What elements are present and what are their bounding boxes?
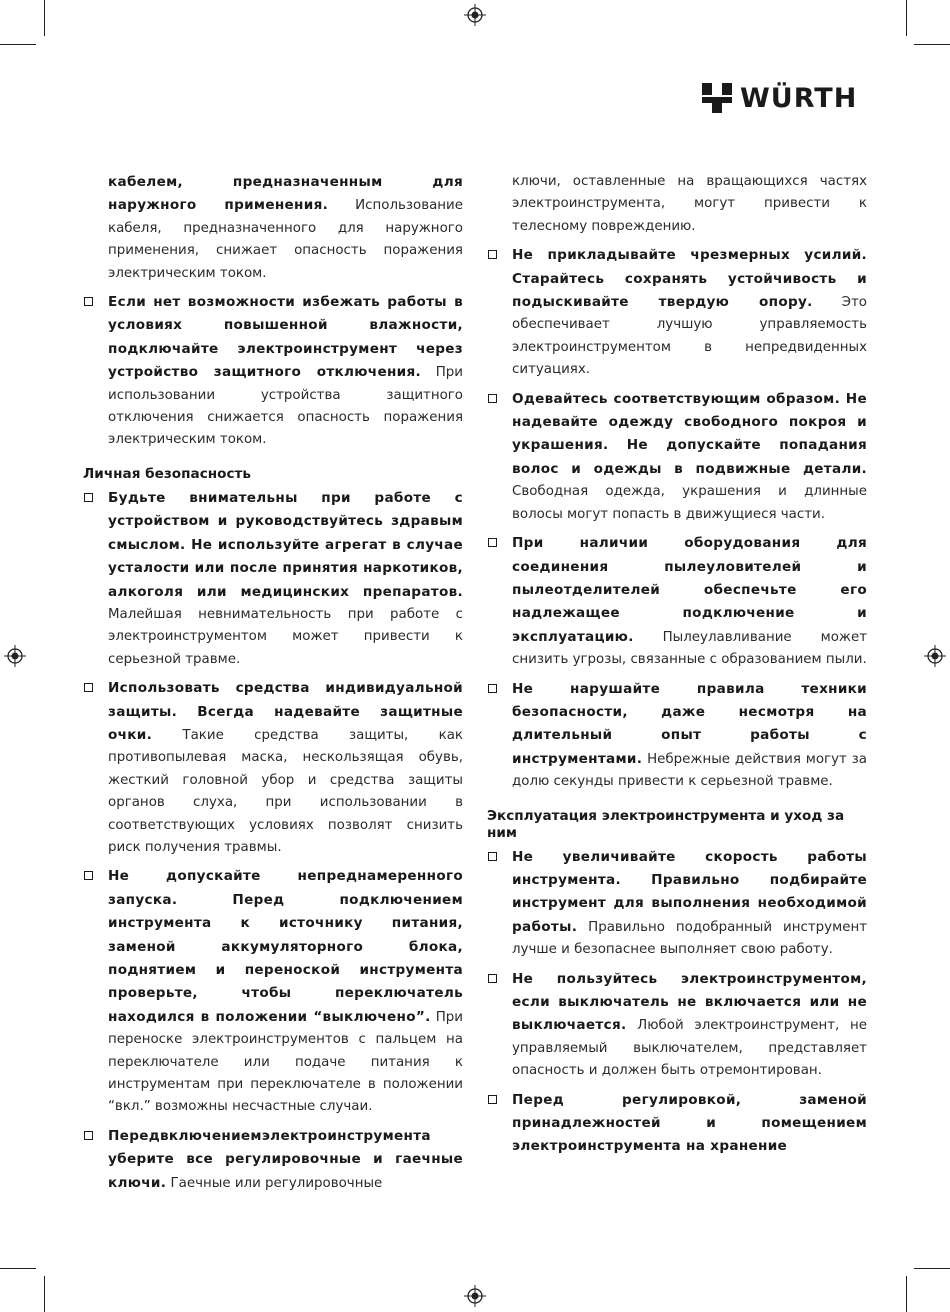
- list-item: ключи, оставленные на вращающихся частях электроинструмента, могут привести к телесному повреждению.: [512, 174, 867, 234]
- registration-mark-icon: [464, 4, 486, 26]
- crop-mark-bottom-left-v: [44, 1276, 45, 1312]
- crop-mark-top-left-v: [44, 0, 45, 36]
- checkbox-bullet-icon: [488, 250, 497, 259]
- wurth-logo: [700, 80, 857, 116]
- right-column: [487, 171, 867, 1165]
- checkbox-bullet-icon: [84, 683, 93, 692]
- list-item: Использовать средства индивидуальной защиты. Всегда надевайте защитные очки. Такие средства защиты, как противопылевая маска, нескользящая обувь, жесткий головной убор и средства защиты органов слуха, при использовании в соответствующих условиях позволят снизить риск получения травмы.: [83, 677, 463, 859]
- checkbox-bullet-icon: [84, 1131, 93, 1140]
- registration-mark-icon: [924, 645, 946, 667]
- list-item: Не пользуйтесь электроинструментом, если выключатель не включается или не выключается. Любой электроинструмент, не управляемый выключателем, представляет опасность и должен быть отремонтирован.: [487, 968, 867, 1083]
- list-item: При наличии оборудования для соединения пылеуловителей и пылеотделителей обеспечьте его надлежащее подключение и эксплуатацию. Пылеулавливание может снизить угрозы, связанные с образованием пыли.: [487, 532, 867, 671]
- crop-mark-top-left-h: [0, 44, 36, 45]
- checkbox-bullet-icon: [488, 1095, 497, 1104]
- wurth-logo-icon: [700, 81, 734, 115]
- list-item: кабелем, предназначенным для наружного применения. Использование кабеля, предназначенного для наружного применения, снижает опасность поражения электрическим током.: [108, 174, 463, 281]
- list-item: Если нет возможности избежать работы в условиях повышенной влажности, подключайте электроинструмент через устройство защитного отключения. При использовании устройства защитного отключения снижается опасность поражения электрическим током.: [83, 291, 463, 452]
- checkbox-bullet-icon: [84, 297, 93, 306]
- checkbox-bullet-icon: [488, 538, 497, 547]
- list-item: Передвключениемэлектроинструмента уберите все регулировочные и гаечные ключи. Гаечные или регулировочные: [83, 1125, 463, 1195]
- crop-mark-bottom-left-h: [0, 1268, 36, 1269]
- crop-mark-top-right-h: [914, 44, 950, 45]
- registration-mark-icon: [4, 645, 26, 667]
- left-column: [83, 171, 463, 1201]
- checkbox-bullet-icon: [488, 684, 497, 693]
- section-heading: Эксплуатация электроинструмента и уход за ним: [487, 807, 845, 841]
- list-item: Не прикладывайте чрезмерных усилий. Старайтесь сохранять устойчивость и подыскивайте твердую опору. Это обеспечивает лучшую управляемость электроинструментом в непредвиденных ситуациях.: [487, 244, 867, 381]
- checkbox-bullet-icon: [488, 974, 497, 983]
- crop-mark-bottom-right-v: [906, 1276, 907, 1312]
- crop-mark-top-right-v: [906, 0, 907, 36]
- list-item: Будьте внимательны при работе с устройством и руководствуйтесь здравым смыслом. Не используйте агрегат в случае усталости или после принятия наркотиков, алкоголя или медицинских препаратов. Малейшая невнимательность при работе с электроинструментом может привести к серьезной травме.: [83, 487, 463, 671]
- list-item: Не увеличивайте скорость работы инструмента. Правильно подбирайте инструмент для выполнения необходимой работы. Правильно подобранный инструмент лучше и безопаснее выполняет свою работу.: [487, 846, 867, 962]
- checkbox-bullet-icon: [84, 493, 93, 502]
- list-item: Не нарушайте правила техники безопасности, даже несмотря на длительный опыт работы с инструментами. Небрежные действия могут за долю секунды привести к серьезной травме.: [487, 678, 867, 794]
- wurth-logo-text: WÜRTH: [740, 82, 858, 114]
- checkbox-bullet-icon: [488, 394, 497, 403]
- crop-mark-bottom-right-h: [914, 1268, 950, 1269]
- section-heading: Личная безопасность: [83, 465, 252, 482]
- registration-mark-icon: [464, 1285, 486, 1307]
- checkbox-bullet-icon: [488, 852, 497, 861]
- list-item: Не допускайте непреднамеренного запуска. Перед подключением инструмента к источнику питания, заменой аккумуляторного блока, поднятием и переноской инструмента проверьте, чтобы переключатель находился в положении “выключено”. При переноске электроинструментов с пальцем на переключателе или подаче питания к инструментам при переключателе в положении “вкл.” возможны несчастные случаи.: [83, 865, 463, 1118]
- list-item: Перед регулировкой, заменой принадлежностей и помещением электроинструмента на хранение: [487, 1089, 867, 1159]
- checkbox-bullet-icon: [84, 871, 93, 880]
- list-item: Одевайтесь соответствующим образом. Не надевайте одежду свободного покроя и украшения. Не допускайте попадания волос и одежды в подвижные детали. Свободная одежда, украшения и длинные волосы могут попасть в движущиеся части.: [487, 388, 867, 526]
